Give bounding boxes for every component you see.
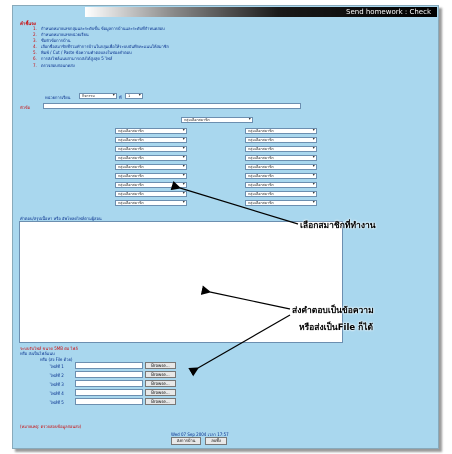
attach-note: หรือ (ส่ง File ด้วย) xyxy=(40,357,73,362)
browse-button[interactable]: Browse... xyxy=(145,389,176,396)
callout-send-file: หรือส่งเป็นFile ก็ได้ xyxy=(299,323,374,333)
unit-select[interactable]: กิจกรรม ▾ xyxy=(79,93,117,99)
member-select-left[interactable]: กลุ่มเลือกสมาชิก ▾ xyxy=(115,164,187,170)
unit-no-select[interactable]: 1 ▾ xyxy=(125,93,143,99)
window-title: Send homework : Check xyxy=(346,8,431,16)
member-select-right[interactable]: กลุ่มเลือกสมาชิก ▾ xyxy=(245,146,317,152)
member-select-left[interactable]: กลุ่มเลือกสมาชิก ▾ xyxy=(115,191,187,197)
instruction-item: 5. พิมพ์ / Cut / Paste ข้อความคำตอบลงในช่องคำตอบ xyxy=(33,50,132,56)
arrow-to-answer xyxy=(210,292,290,309)
member-select-right[interactable]: กลุ่มเลือกสมาชิก ▾ xyxy=(245,200,317,206)
file-label: ไฟล์ที่ 4 xyxy=(50,391,64,396)
member-select-right[interactable]: กลุ่มเลือกสมาชิก ▾ xyxy=(245,182,317,188)
file-label: ไฟล์ที่ 1 xyxy=(50,364,64,369)
member-select-right[interactable]: กลุ่มเลือกสมาชิก ▾ xyxy=(245,164,317,170)
arrow-to-files xyxy=(198,315,290,368)
browse-button[interactable]: Browse... xyxy=(145,398,176,405)
member-select-left[interactable]: กลุ่มเลือกสมาชิก ▾ xyxy=(115,155,187,161)
instructions-heading: คำชี้แจง xyxy=(20,22,36,27)
instruction-item: 1. กำหนดหมายเลขกลุ่มและระดับชั้น ข้อมูลการบ้านและระดับที่กำหนดสอบ xyxy=(33,26,165,31)
file-label: ไฟล์ที่ 2 xyxy=(50,373,64,378)
reset-button[interactable]: ลบทิ้ง xyxy=(205,437,227,445)
browse-button[interactable]: Browse... xyxy=(145,371,176,378)
arrow-to-members xyxy=(180,188,298,224)
member-select-left[interactable]: กลุ่มเลือกสมาชิก ▾ xyxy=(115,137,187,143)
member-select-right[interactable]: กลุ่มเลือกสมาชิก ▾ xyxy=(245,155,317,161)
submit-button[interactable]: ส่งการบ้าน xyxy=(171,437,201,445)
member-select-top[interactable]: กลุ่มเลือกสมาชิก ▾ xyxy=(181,117,253,123)
instruction-item: 2. กำหนดหมายเลขหน่วยเรียน xyxy=(33,32,89,38)
topic-label: หัวข้อ xyxy=(20,105,31,110)
member-select-right[interactable]: กลุ่มเลือกสมาชิก ▾ xyxy=(245,128,317,134)
member-select-left[interactable]: กลุ่มเลือกสมาชิก ▾ xyxy=(115,200,187,206)
instruction-item: 3. ชื่อหัวข้อการบ้าน xyxy=(33,38,71,44)
member-select-left[interactable]: กลุ่มเลือกสมาชิก ▾ xyxy=(115,128,187,134)
instruction-item: 4. เลือกชื่อสมาชิกที่ร่วมทำการบ้านในกลุ่มเพื่อให้ระบบบันทึกคะแนนให้สมาชิก xyxy=(33,44,169,50)
file-label: ไฟล์ที่ 3 xyxy=(50,382,64,387)
instruction-item: 6. การส่งไฟล์แนบสามารถส่งได้สูงสุด 5 ไฟล์ xyxy=(33,56,113,62)
member-select-right[interactable]: กลุ่มเลือกสมาชิก ▾ xyxy=(245,173,317,179)
instruction-item: 7. ตรวจสอบก่อนกดส่ง xyxy=(33,62,75,68)
unit-no-label: ที่ xyxy=(119,95,122,100)
footer-note: (หมายเหตุ: ตรวจสอบข้อมูลก่อนส่ง) xyxy=(20,424,82,429)
timestamp: Wed 07 Sep 2004 เวลา 17:57 xyxy=(171,432,229,437)
callout-send-answer: ส่งคำตอบเป็นข้อความ xyxy=(292,306,374,316)
browse-button[interactable]: Browse... xyxy=(145,362,176,369)
attach-note: หรือ ส่งเป็นไฟล์แนบ xyxy=(20,351,55,356)
answer-label: คำตอบ/สรุปเนื้อหา หรือ อัพโหลดไฟล์ตามผู้สอน xyxy=(20,216,102,221)
callout-select-members: เลือกสมาชิกที่ทำงาน xyxy=(300,221,376,231)
member-select-right[interactable]: กลุ่มเลือกสมาชิก ▾ xyxy=(245,191,317,197)
member-select-left[interactable]: กลุ่มเลือกสมาชิก ▾ xyxy=(115,146,187,152)
file-label: ไฟล์ที่ 5 xyxy=(50,400,64,405)
attach-note: ระบบรับไฟล์ ขนาด 5MB ต่อ ไฟล์ xyxy=(20,346,78,351)
member-select-right[interactable]: กลุ่มเลือกสมาชิก ▾ xyxy=(245,137,317,143)
member-select-left[interactable]: กลุ่มเลือกสมาชิก ▾ xyxy=(115,173,187,179)
browse-button[interactable]: Browse... xyxy=(145,380,176,387)
member-select-left[interactable]: กลุ่มเลือกสมาชิก ▾ xyxy=(115,182,187,188)
unit-label: หน่วยการเรียน xyxy=(45,95,71,100)
